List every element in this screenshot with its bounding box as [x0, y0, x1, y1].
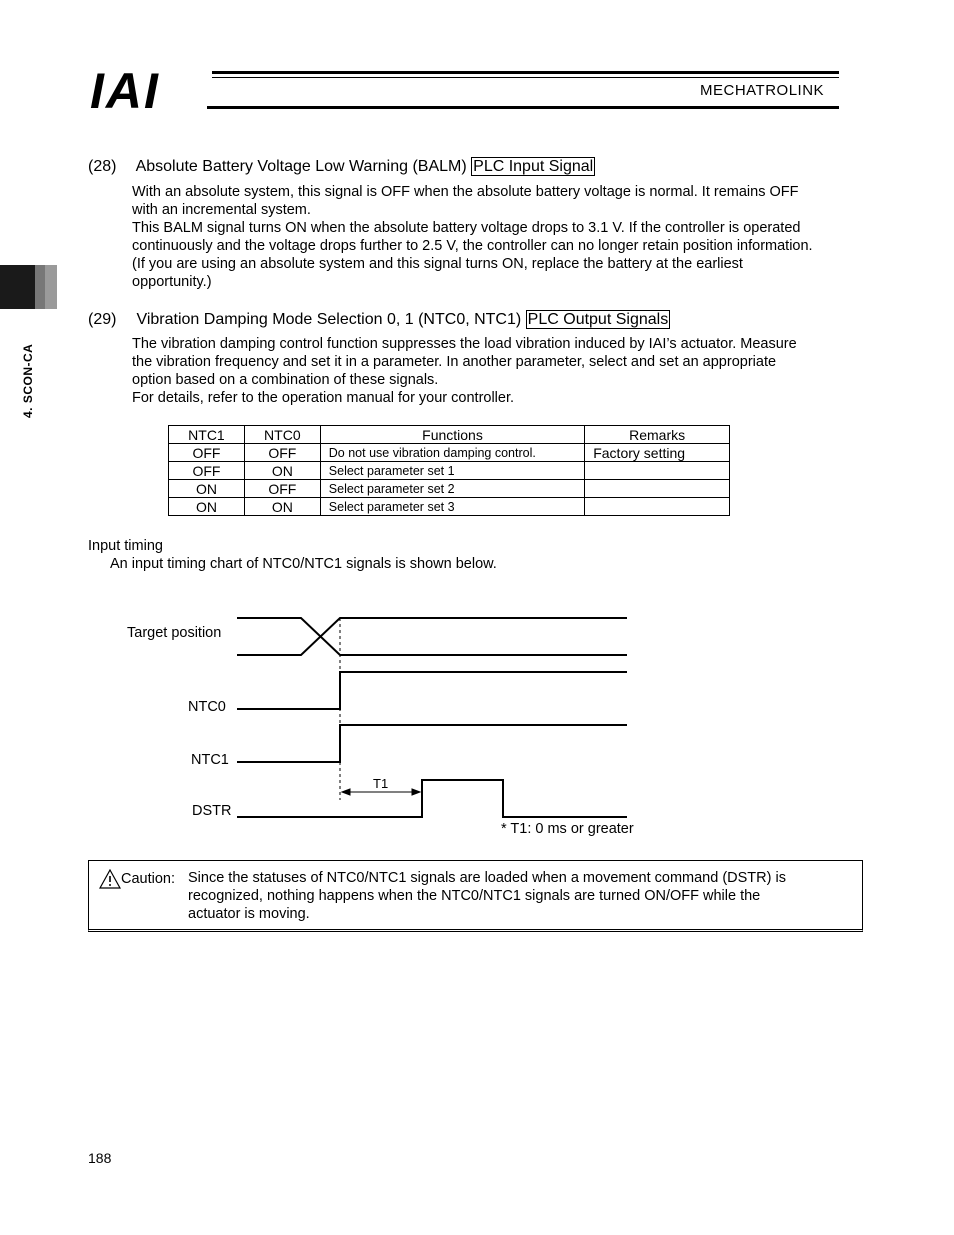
caution-line: recognized, nothing happens when the NTC0/NTC1 signals are turned ON/OFF while the [188, 888, 761, 904]
t1-note: * T1: 0 ms or greater [501, 821, 634, 837]
section-29-signal-badge: PLC Output Signals [527, 311, 669, 328]
table-header-cell: NTC0 [244, 426, 320, 444]
table-cell: ON [169, 480, 245, 498]
table-header-cell: Functions [320, 426, 584, 444]
caution-line: actuator is moving. [188, 906, 310, 922]
dstr-waveform [237, 780, 627, 817]
ntc1-waveform [237, 725, 627, 762]
caution-text [188, 869, 848, 923]
t1-dimension-arrow [342, 789, 420, 795]
target-position-upper-line [237, 618, 627, 655]
page-number: 188 [88, 1150, 112, 1166]
table-header-cell: NTC1 [169, 426, 245, 444]
section-28-line: with an incremental system. [132, 202, 311, 218]
table-cell: Select parameter set 1 [320, 462, 584, 480]
section-29-number: (29) [88, 311, 117, 328]
table-cell: Do not use vibration damping control. [320, 444, 584, 462]
section-29-line: option based on a combination of these signals. [132, 372, 439, 388]
chapter-label: 4. SCON-CA [21, 343, 35, 418]
section-29-title: Vibration Damping Mode Selection 0, 1 (NTC0, NTC1) [136, 311, 522, 328]
table-cell: ON [244, 498, 320, 516]
warning-triangle-icon [99, 869, 121, 889]
section-28-line: With an absolute system, this signal is OFF when the absolute battery voltage is normal. It remains OFF [132, 184, 799, 200]
section-28-line: This BALM signal turns ON when the absolute battery voltage drops to 3.1 V. If the controller is operated [132, 220, 801, 236]
iai-logo: IAI [90, 63, 160, 119]
table-cell: OFF [169, 462, 245, 480]
caution-box [88, 860, 863, 932]
section-28-line: (If you are using an absolute system and this signal turns ON, replace the battery at the earliest [132, 256, 743, 272]
section-28-line: opportunity.) [132, 274, 212, 290]
target-position-lower-line [237, 618, 627, 655]
table-cell: OFF [244, 444, 320, 462]
timing-heading: Input timing [88, 538, 163, 554]
t1-label: T1 [373, 776, 389, 791]
section-29-line: The vibration damping control function suppresses the load vibration induced by IAI’s actuator. Measure [132, 336, 797, 352]
caution-head [99, 869, 175, 889]
table-cell: ON [169, 498, 245, 516]
section-29-line: For details, refer to the operation manual for your controller. [132, 390, 515, 406]
caution-label: Caution: [121, 871, 176, 887]
section-29-line: the vibration frequency and set it in a parameter. In another parameter, select and set an appropriate [132, 354, 777, 370]
brand-name: MECHATROLINK [700, 82, 825, 99]
dstr-label: DSTR [192, 803, 232, 819]
section-28-line: continuously and the voltage drops further to 2.5 V, the controller can no longer retain position information. [132, 238, 813, 254]
ntc0-label: NTC0 [188, 699, 226, 715]
section-28-signal-badge: PLC Input Signal [473, 158, 594, 175]
ntc0-waveform [237, 672, 627, 709]
timing-intro: An input timing chart of NTC0/NTC1 signals is shown below. [110, 556, 497, 572]
ntc1-label: NTC1 [191, 752, 229, 768]
table-cell: OFF [169, 444, 245, 462]
section-28-number: (28) [88, 158, 117, 175]
target-position-label: Target position [127, 625, 222, 641]
table-cell: Select parameter set 2 [320, 480, 584, 498]
table-cell: ON [244, 462, 320, 480]
table-header-cell: Remarks [585, 426, 730, 444]
table-cell: Select parameter set 3 [320, 498, 584, 516]
table-cell: OFF [244, 480, 320, 498]
table-cell: Factory setting [585, 444, 730, 462]
section-28-title: Absolute Battery Voltage Low Warning (BALM) [135, 158, 467, 175]
caution-line: Since the statuses of NTC0/NTC1 signals are loaded when a movement command (DSTR) is [188, 870, 786, 886]
